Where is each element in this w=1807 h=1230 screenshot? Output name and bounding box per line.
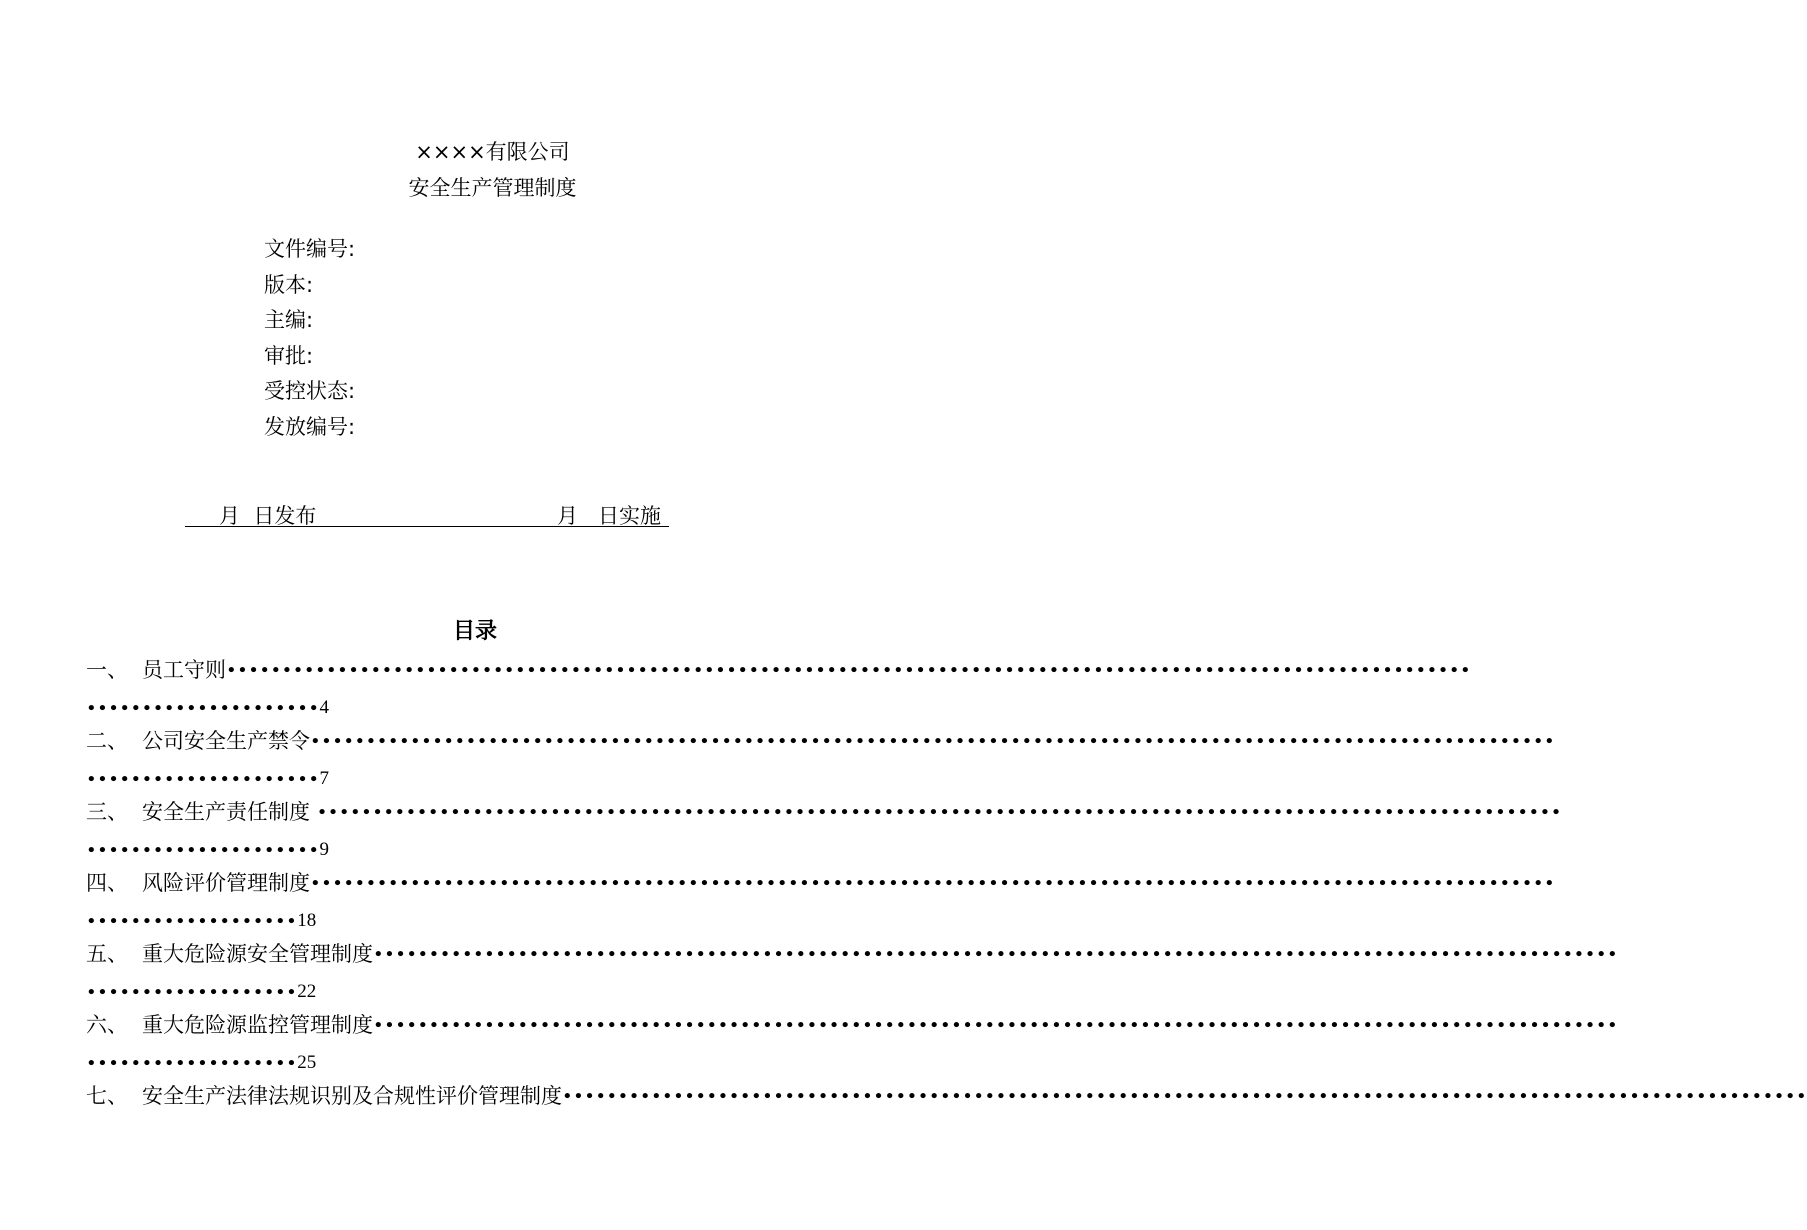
toc-leader-dots: ••••••••••••••••••••• [86,769,320,790]
toc-entry-number: 二、 [86,729,128,753]
toc-entry[interactable] [86,790,1562,861]
toc-entry-title: 重大危险源监控管理制度 [142,1013,373,1037]
toc-entry-number: 四、 [86,871,128,895]
field-approval: 审批: [264,343,314,368]
field-editor: 主编: [264,308,314,332]
company-name: ××××有限公司 [415,140,570,164]
toc-leader-dots: •••••••••••••••••••••••••••••••••••••••••••••••••••••••••••••••••••••••••••••••••••••••••••••••••••••••••••••••• [373,944,1619,965]
toc-leader-dots: •••••••••••••••••••••••••••••••••••••••••••••••••••••••••••••••••••••••••••••••••••••••••••••••••••••••••••••••• [310,873,1556,894]
document-fields [264,232,355,445]
field-distribution-number: 发放编号: [264,414,356,439]
document-title: 安全生产管理制度 [408,176,577,200]
toc-leader-dots: •••••••••••••••••••••••••••••••••••••••••••••••••••••••••••••••••••••••••••••••••••••••••••••••••••••••••••••••• [226,660,1472,681]
title-block [0,134,950,206]
toc-page-number: 22 [297,981,317,1002]
toc-page-number: 4 [319,697,329,718]
toc-entry-title: 重大危险源安全管理制度 [142,942,373,966]
publish-date-label: 月 日发布 [219,504,317,528]
toc-leader-dots: •••••••••••••••••••••••••••••••••••••••••••••••••••••••••••••••••••••••••••••••••••••••••••••••••••••••••••••••• [316,802,1562,823]
toc-page-number: 9 [319,839,329,860]
field-file-number: 文件编号: [264,237,356,261]
toc-entry[interactable] [86,861,1556,932]
toc-entry[interactable] [86,719,1556,790]
toc-entry-number: 三、 [86,800,128,824]
toc-leader-dots: •••••••••••••••••••••••••••••••••••••••••••••••••••••••••••••••••••••••••••••••••••••••••••••••••••••••••••••••• [562,1086,1807,1107]
toc-entry[interactable] [86,1003,1619,1074]
toc-title: 目录 [452,619,497,644]
toc-entry[interactable] [86,932,1619,1003]
toc-leader-dots: ••••••••••••••••••• [86,911,298,932]
toc-entry-number: 一、 [86,658,128,682]
toc-entry-title: 风险评价管理制度 [142,871,310,895]
field-version: 版本: [264,272,314,297]
field-control-status: 受控状态: [264,379,356,403]
toc-leader-dots: ••••••••••••••••••• [86,982,298,1003]
toc-page-number: 18 [297,910,317,931]
toc-entry[interactable] [86,648,1472,719]
toc-leader-dots: •••••••••••••••••••••••••••••••••••••••••••••••••••••••••••••••••••••••••••••••••••••••••••••••••••••••••••••••• [310,731,1556,752]
toc-entry-title: 公司安全生产禁令 [142,729,310,753]
toc-page-number: 25 [297,1052,317,1073]
toc-entry-title: 安全生产法律法规识别及合规性评价管理制度 [142,1084,562,1108]
toc-leader-dots: ••••••••••••••••••••• [86,698,320,719]
toc-entry[interactable] [86,1074,1807,1145]
toc-entry-number: 六、 [86,1013,128,1037]
toc-entry-title: 安全生产责任制度 [142,800,317,824]
toc-leader-dots: ••••••••••••••••••••• [86,840,320,861]
effective-date-label: 月 日实施 [557,504,662,528]
toc-entry-title: 员工守则 [142,658,226,682]
table-of-contents [86,648,1807,1145]
toc-leader-dots: ••••••••••••••••••• [86,1053,298,1074]
toc-page-number: 7 [319,768,329,789]
toc-leader-dots: •••••••••••••••••••••••••••••••••••••••••••••••••••••••••••••••••••••••••••••••••••••••••••••••••••••••••••••••• [373,1015,1619,1036]
toc-entry-number: 五、 [86,942,128,966]
toc-entry-number: 七、 [86,1084,128,1108]
release-date-line [185,500,669,527]
